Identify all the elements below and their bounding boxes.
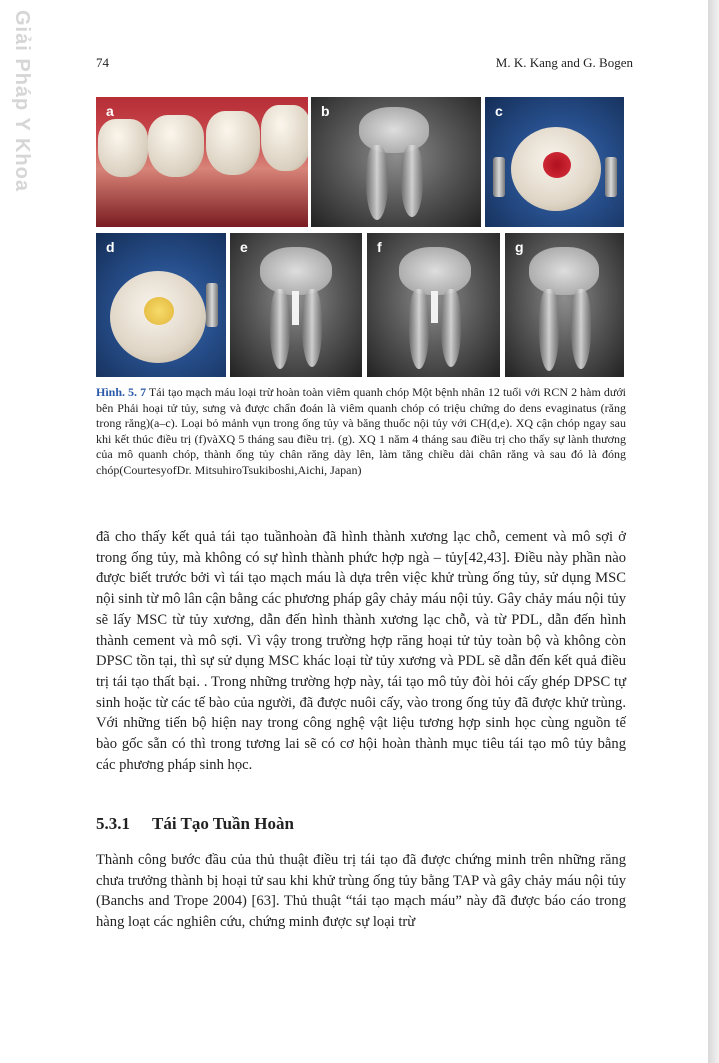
panel-label-b: b — [321, 103, 330, 119]
root-canal-filling — [431, 291, 438, 323]
figure-panel-b — [311, 97, 481, 227]
figure-panel-c — [485, 97, 624, 227]
xray-crown — [529, 247, 599, 295]
panel-label-f: f — [377, 239, 382, 255]
tooth-shape — [148, 115, 204, 177]
rubber-dam-clamp — [605, 157, 617, 197]
xray-root — [571, 289, 591, 369]
body-paragraph-2: Thành công bước đầu của thủ thuật điều trị tái tạo đã được chứng minh trên những răng chưa trưởng thành bị hoại tử sau khi khử trùng ống tủy bằng TAP và gây chảy máu nội tủy (Banchs and Trope 2004) [63]. Thủ thuật “tái tạo mạch máu” này đã được báo cáo trong hàng loạt các nghiên cứu, chứng minh được sự loại trừ — [96, 852, 626, 931]
section-number: 5.3.1 — [96, 814, 130, 833]
xray-root — [270, 289, 290, 369]
figure-panel-a — [96, 97, 308, 227]
xray-crown — [359, 107, 429, 153]
tooth-shape — [98, 119, 148, 177]
tooth-shape — [206, 111, 260, 175]
xray-root — [409, 289, 429, 369]
page-number: 74 — [96, 55, 109, 70]
rubber-dam-clamp — [493, 157, 505, 197]
ch-medicament — [144, 297, 174, 325]
section-heading — [96, 814, 294, 834]
panel-label-g: g — [515, 239, 524, 255]
xray-root — [401, 145, 423, 217]
watermark: Giải Pháp Y Khoa — [11, 10, 33, 192]
panel-label-a: a — [106, 103, 114, 119]
tooth-shape — [261, 105, 308, 171]
page-edge-shadow — [708, 0, 719, 1063]
xray-root — [302, 289, 322, 367]
body-paragraph-1: đã cho thấy kết quả tái tạo tuầnhoàn đã hình thành xương lạc chỗ, cement và mô sợi ở trong ống tủy, mà không có sự hình thành phức hợp ngà – tủy[42,43]. Điều này phần nào được biết trước bởi vì tái tạo mạch máu là dựa trên việc khử trùng ống tủy, sử dụng MSC nội sinh từ mô lân cận bằng các phương pháp gây chảy máu nội tủy. Gây chảy máu nội tủy sẽ lấy MSC từ tủy xương, dẫn đến hình thành xương lạc chỗ, và từ PDL, dẫn đến hình thành cement và mô sợi. Vì vậy trong trường hợp răng hoại tử tủy toàn bộ và không còn DPSC tồn tại, thì sự sử dụng MSC khác loại từ tủy xương và PDL sẽ dẫn đến kết quả điều trị tái tạo thất bại. . Trong những trường hợp này, tái tạo mô tủy đòi hỏi cấy ghép DPSC tự sinh hoặc từ các tế bào của người, đã được nuôi cấy, vào trong ống tủy đã được khử trùng. Với những tiến bộ hiện nay trong công nghệ vật liệu tương hợp sinh học cùng nguồn tế bào gốc sẵn có thì trong tương lai sẽ có cơ hội hoàn thành mục tiêu tái tạo mô tủy bằng các phương pháp sinh học. — [96, 529, 626, 773]
panel-label-e: e — [240, 239, 248, 255]
xray-crown — [399, 247, 471, 295]
root-canal-filling — [292, 291, 299, 325]
figure-caption-label: Hình. 5. 7 — [96, 385, 147, 399]
xray-crown — [260, 247, 332, 295]
pulp-opening — [543, 152, 571, 178]
figure-panel-g — [505, 233, 624, 377]
panel-label-c: c — [495, 103, 503, 119]
xray-root — [441, 289, 461, 367]
running-header-authors: M. K. Kang and G. Bogen — [495, 55, 633, 70]
figure-caption-text: Tái tạo mạch máu loại trừ hoàn toàn viêm quanh chóp Một bệnh nhân 12 tuổi với RCN 2 hàm dưới bên Phải hoại tử tủy, sưng và được chẩn đoán là viêm quanh chóp có triệu chứng do dens evaginatus (răng trong răng)(a–c). Loại bỏ mảnh vụn trong ống tủy và băng thuốc nội tủy với CH(d,e). XQ cận chóp ngay sau khi kết thúc điều trị (f)vàXQ 5 tháng sau điều trị. (g). XQ 1 năm 4 tháng sau điều trị cho thấy sự lành thương của mô quanh chóp, thành ống tủy chân răng dày lên, làm tăng chiều dài chân răng và sau đó là đóng chóp(CourtesyofDr. MitsuhiroTsukiboshi,Aichi, Japan) — [96, 385, 627, 477]
xray-root — [366, 145, 388, 220]
section-title: Tái Tạo Tuần Hoàn — [152, 814, 294, 833]
xray-root — [539, 289, 559, 371]
rubber-dam-clamp — [206, 283, 218, 327]
figure-panel-e — [230, 233, 362, 377]
figure-panel-f — [367, 233, 500, 377]
figure-panel-d — [96, 233, 226, 377]
figure-caption — [96, 385, 626, 479]
panel-label-d: d — [106, 239, 115, 255]
